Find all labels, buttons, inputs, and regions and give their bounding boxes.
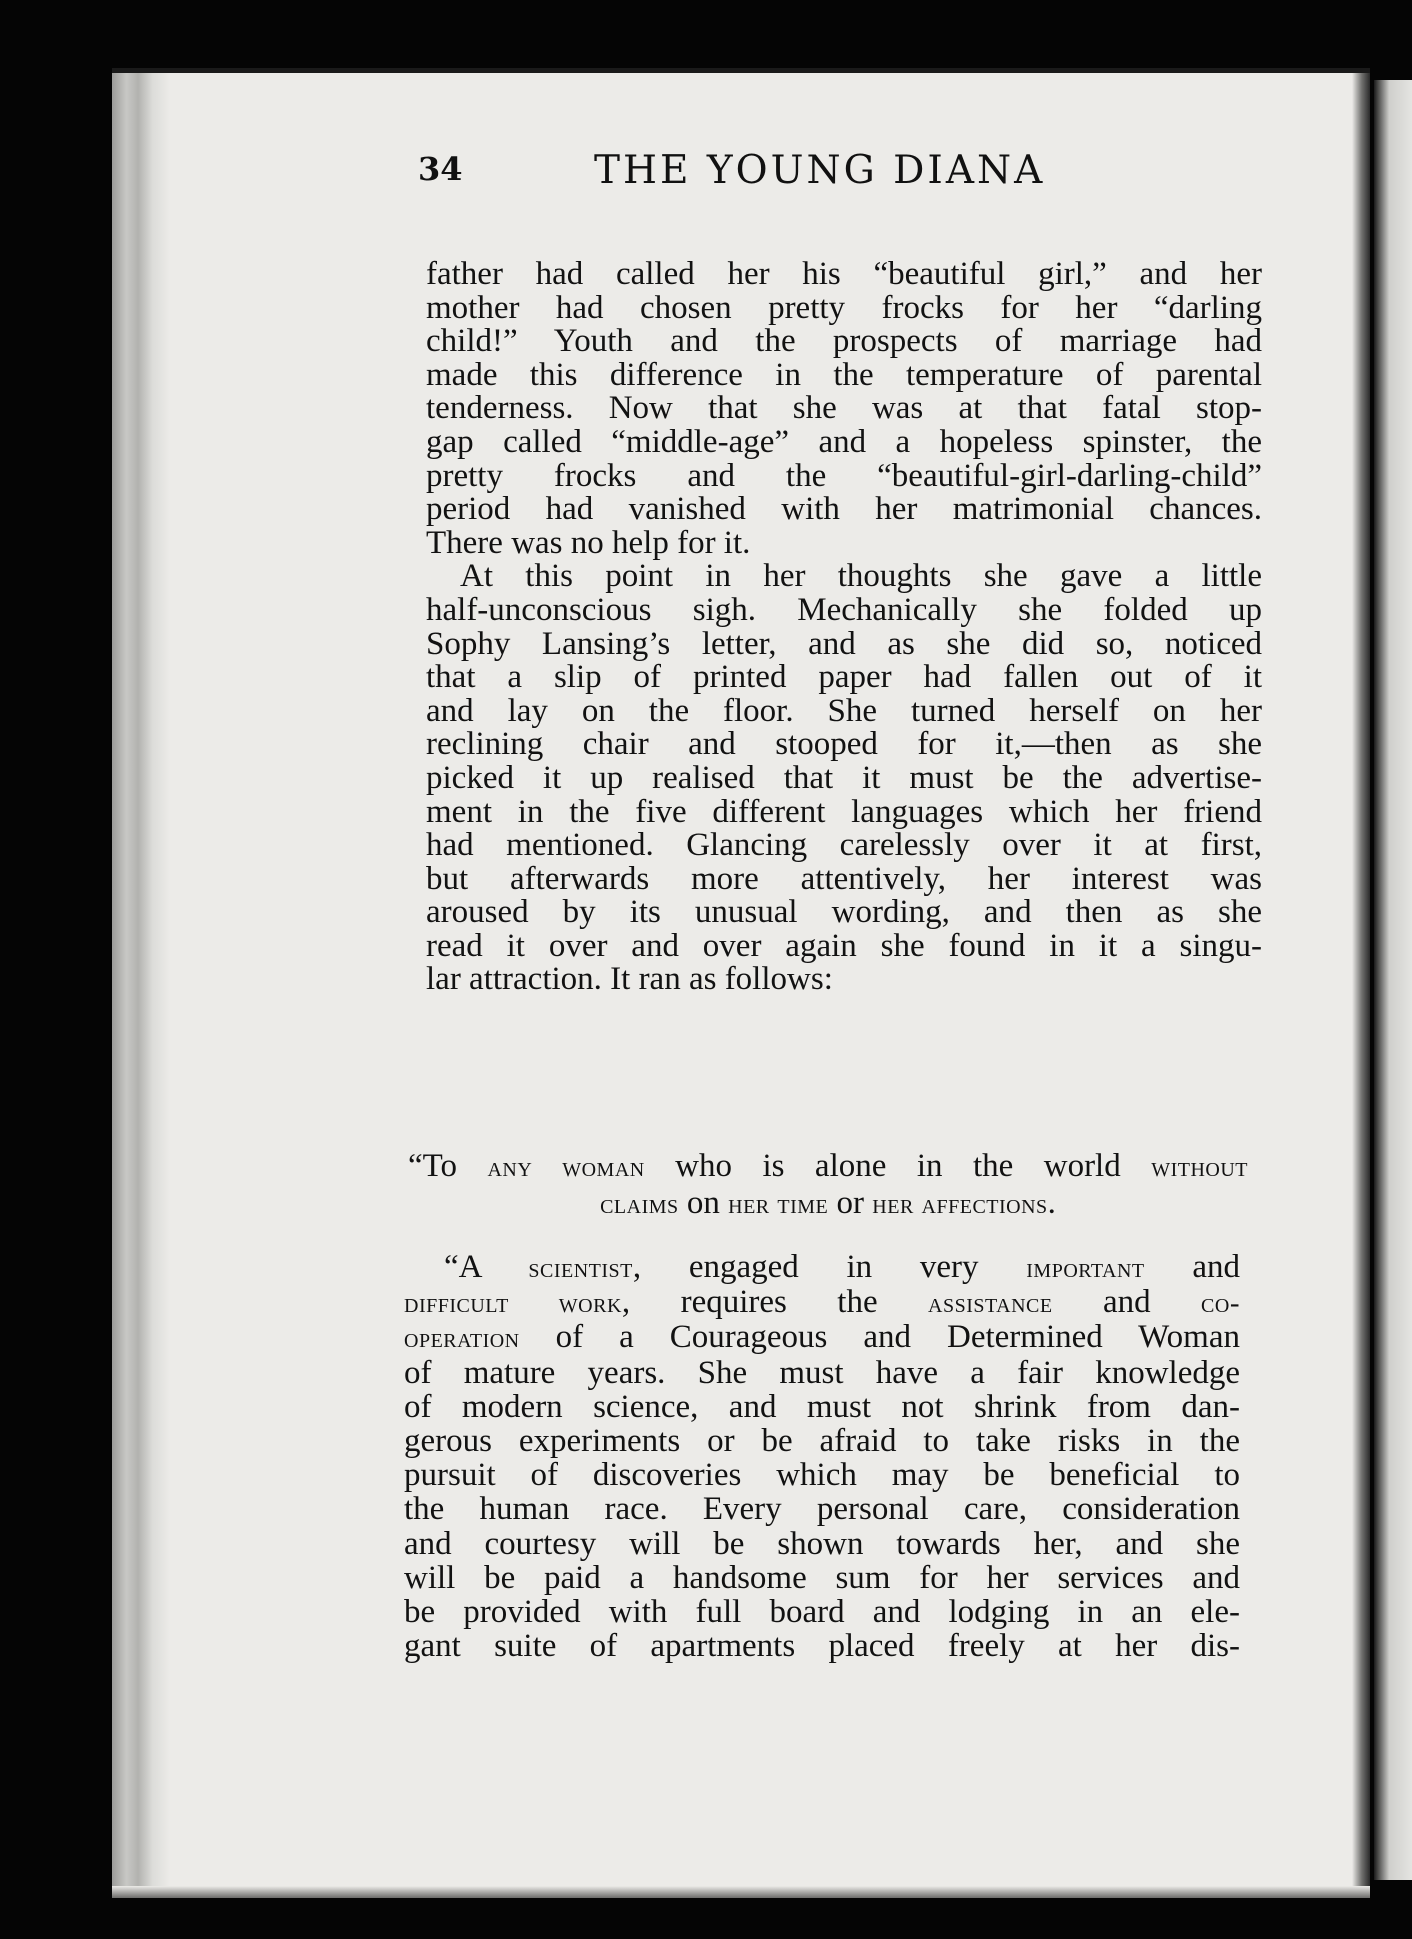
text-segment: of mature years. She must have a fair knowledge — [404, 1354, 1240, 1391]
text-segment: , engaged in very — [632, 1249, 1027, 1285]
text-line: and lay on the floor. She turned herself on her — [426, 692, 1262, 729]
text-line — [404, 1390, 1240, 1424]
text-line — [404, 1629, 1240, 1663]
text-line: half-unconscious sigh. Mechanically she folded up — [426, 591, 1262, 628]
text-segment: difficult work — [404, 1287, 622, 1320]
text-segment: and courtesy will be shown towards her, and she — [404, 1525, 1240, 1562]
text-segment: co- — [1201, 1287, 1240, 1320]
text-line: picked it up realised that it must be the advertise- — [426, 759, 1262, 796]
paragraph — [426, 560, 1262, 997]
text-segment: gant suite of apartments placed freely at her dis- — [404, 1628, 1240, 1665]
text-line — [404, 1527, 1240, 1561]
text-line: child!” Youth and the prospects of marriage had — [426, 323, 1262, 360]
paragraph — [426, 258, 1262, 560]
text-line: made this difference in the temperature of parental — [426, 356, 1262, 393]
text-segment: will be paid a handsome sum for her services and — [404, 1559, 1240, 1596]
text-segment: the human race. Every personal care, consideration — [404, 1491, 1240, 1528]
text-line — [404, 1356, 1240, 1390]
heading-segment: her time — [728, 1188, 829, 1220]
text-line: Sophy Lansing’s letter, and as she did so, noticed — [426, 625, 1262, 662]
text-line: There was no help for it. — [426, 524, 751, 561]
text-line — [404, 1458, 1240, 1492]
page-bottom-edge — [112, 1886, 1370, 1898]
text-line: father had called her his “beautiful girl,” and her — [426, 256, 1262, 292]
text-line: aroused by its unusual wording, and then as she — [426, 894, 1262, 931]
text-line: lar attraction. It ran as follows: — [426, 961, 833, 998]
text-segment: be provided with full board and lodging in an ele- — [404, 1594, 1240, 1631]
heading-segment: “To — [408, 1148, 488, 1184]
heading-segment: on — [678, 1185, 729, 1221]
advertisement-body — [404, 1250, 1240, 1663]
body-text — [426, 258, 1262, 997]
text-segment: pursuit of discoveries which may be beneficial to — [404, 1457, 1240, 1494]
text-segment: of a Courageous and Determined Woman — [519, 1319, 1240, 1356]
text-segment: operation — [404, 1322, 520, 1355]
text-line: read it over and over again she found in it a singu- — [426, 927, 1262, 964]
heading-segment: claims — [600, 1188, 679, 1220]
page-binding-shadow — [112, 73, 170, 1898]
text-line — [404, 1595, 1240, 1629]
text-line: ment in the five different languages which her friend — [426, 793, 1262, 830]
text-segment: “A — [444, 1249, 529, 1285]
text-line: mother had chosen pretty frocks for her “darling — [426, 289, 1262, 326]
page-number: 34 — [418, 150, 463, 188]
text-line — [404, 1250, 1240, 1285]
text-line: reclining chair and stooped for it,—then as she — [426, 726, 1262, 763]
text-line — [404, 1285, 1240, 1320]
advertisement-heading-line — [408, 1185, 1248, 1222]
text-segment: gerous experiments or be afraid to take risks in the — [404, 1423, 1240, 1460]
text-line: had mentioned. Glancing carelessly over it at first, — [426, 827, 1262, 864]
text-line — [404, 1492, 1240, 1526]
text-segment: of modern science, and must not shrink from dan- — [404, 1388, 1240, 1425]
text-line: but afterwards more attentively, her interest was — [426, 860, 1262, 897]
text-segment: important — [1026, 1252, 1145, 1284]
text-segment: and — [1144, 1249, 1240, 1285]
text-segment: scientist — [528, 1252, 633, 1284]
text-line: tenderness. Now that she was at that fatal stop- — [426, 390, 1262, 427]
heading-segment: without — [1151, 1151, 1248, 1183]
text-line: that a slip of printed paper had fallen out of it — [426, 659, 1262, 696]
heading-segment: any woman — [487, 1151, 645, 1183]
text-line — [404, 1561, 1240, 1595]
running-title: THE YOUNG DIANA — [594, 148, 1046, 193]
heading-segment: . — [1047, 1185, 1056, 1221]
text-line: At this point in her thoughts she gave a little — [460, 558, 1262, 595]
text-line: period had vanished with her matrimonial chances. — [426, 491, 1262, 528]
text-line: gap called “middle-age” and a hopeless spinster, the — [426, 423, 1262, 460]
next-page-edge — [1374, 80, 1412, 1880]
text-line — [404, 1320, 1240, 1355]
heading-segment: who is alone in the world — [644, 1148, 1152, 1184]
heading-segment: her affections — [872, 1188, 1048, 1220]
heading-segment: or — [828, 1185, 873, 1221]
text-segment: assistance — [928, 1287, 1053, 1320]
advertisement-heading-line — [408, 1148, 1248, 1185]
text-line: pretty frocks and the “beautiful-girl-darling-child” — [426, 457, 1262, 494]
text-segment: and — [1052, 1284, 1202, 1321]
text-line — [404, 1424, 1240, 1458]
advertisement-heading — [408, 1148, 1248, 1222]
text-segment: , requires the — [621, 1284, 929, 1321]
page-right-edge — [1352, 73, 1370, 1898]
